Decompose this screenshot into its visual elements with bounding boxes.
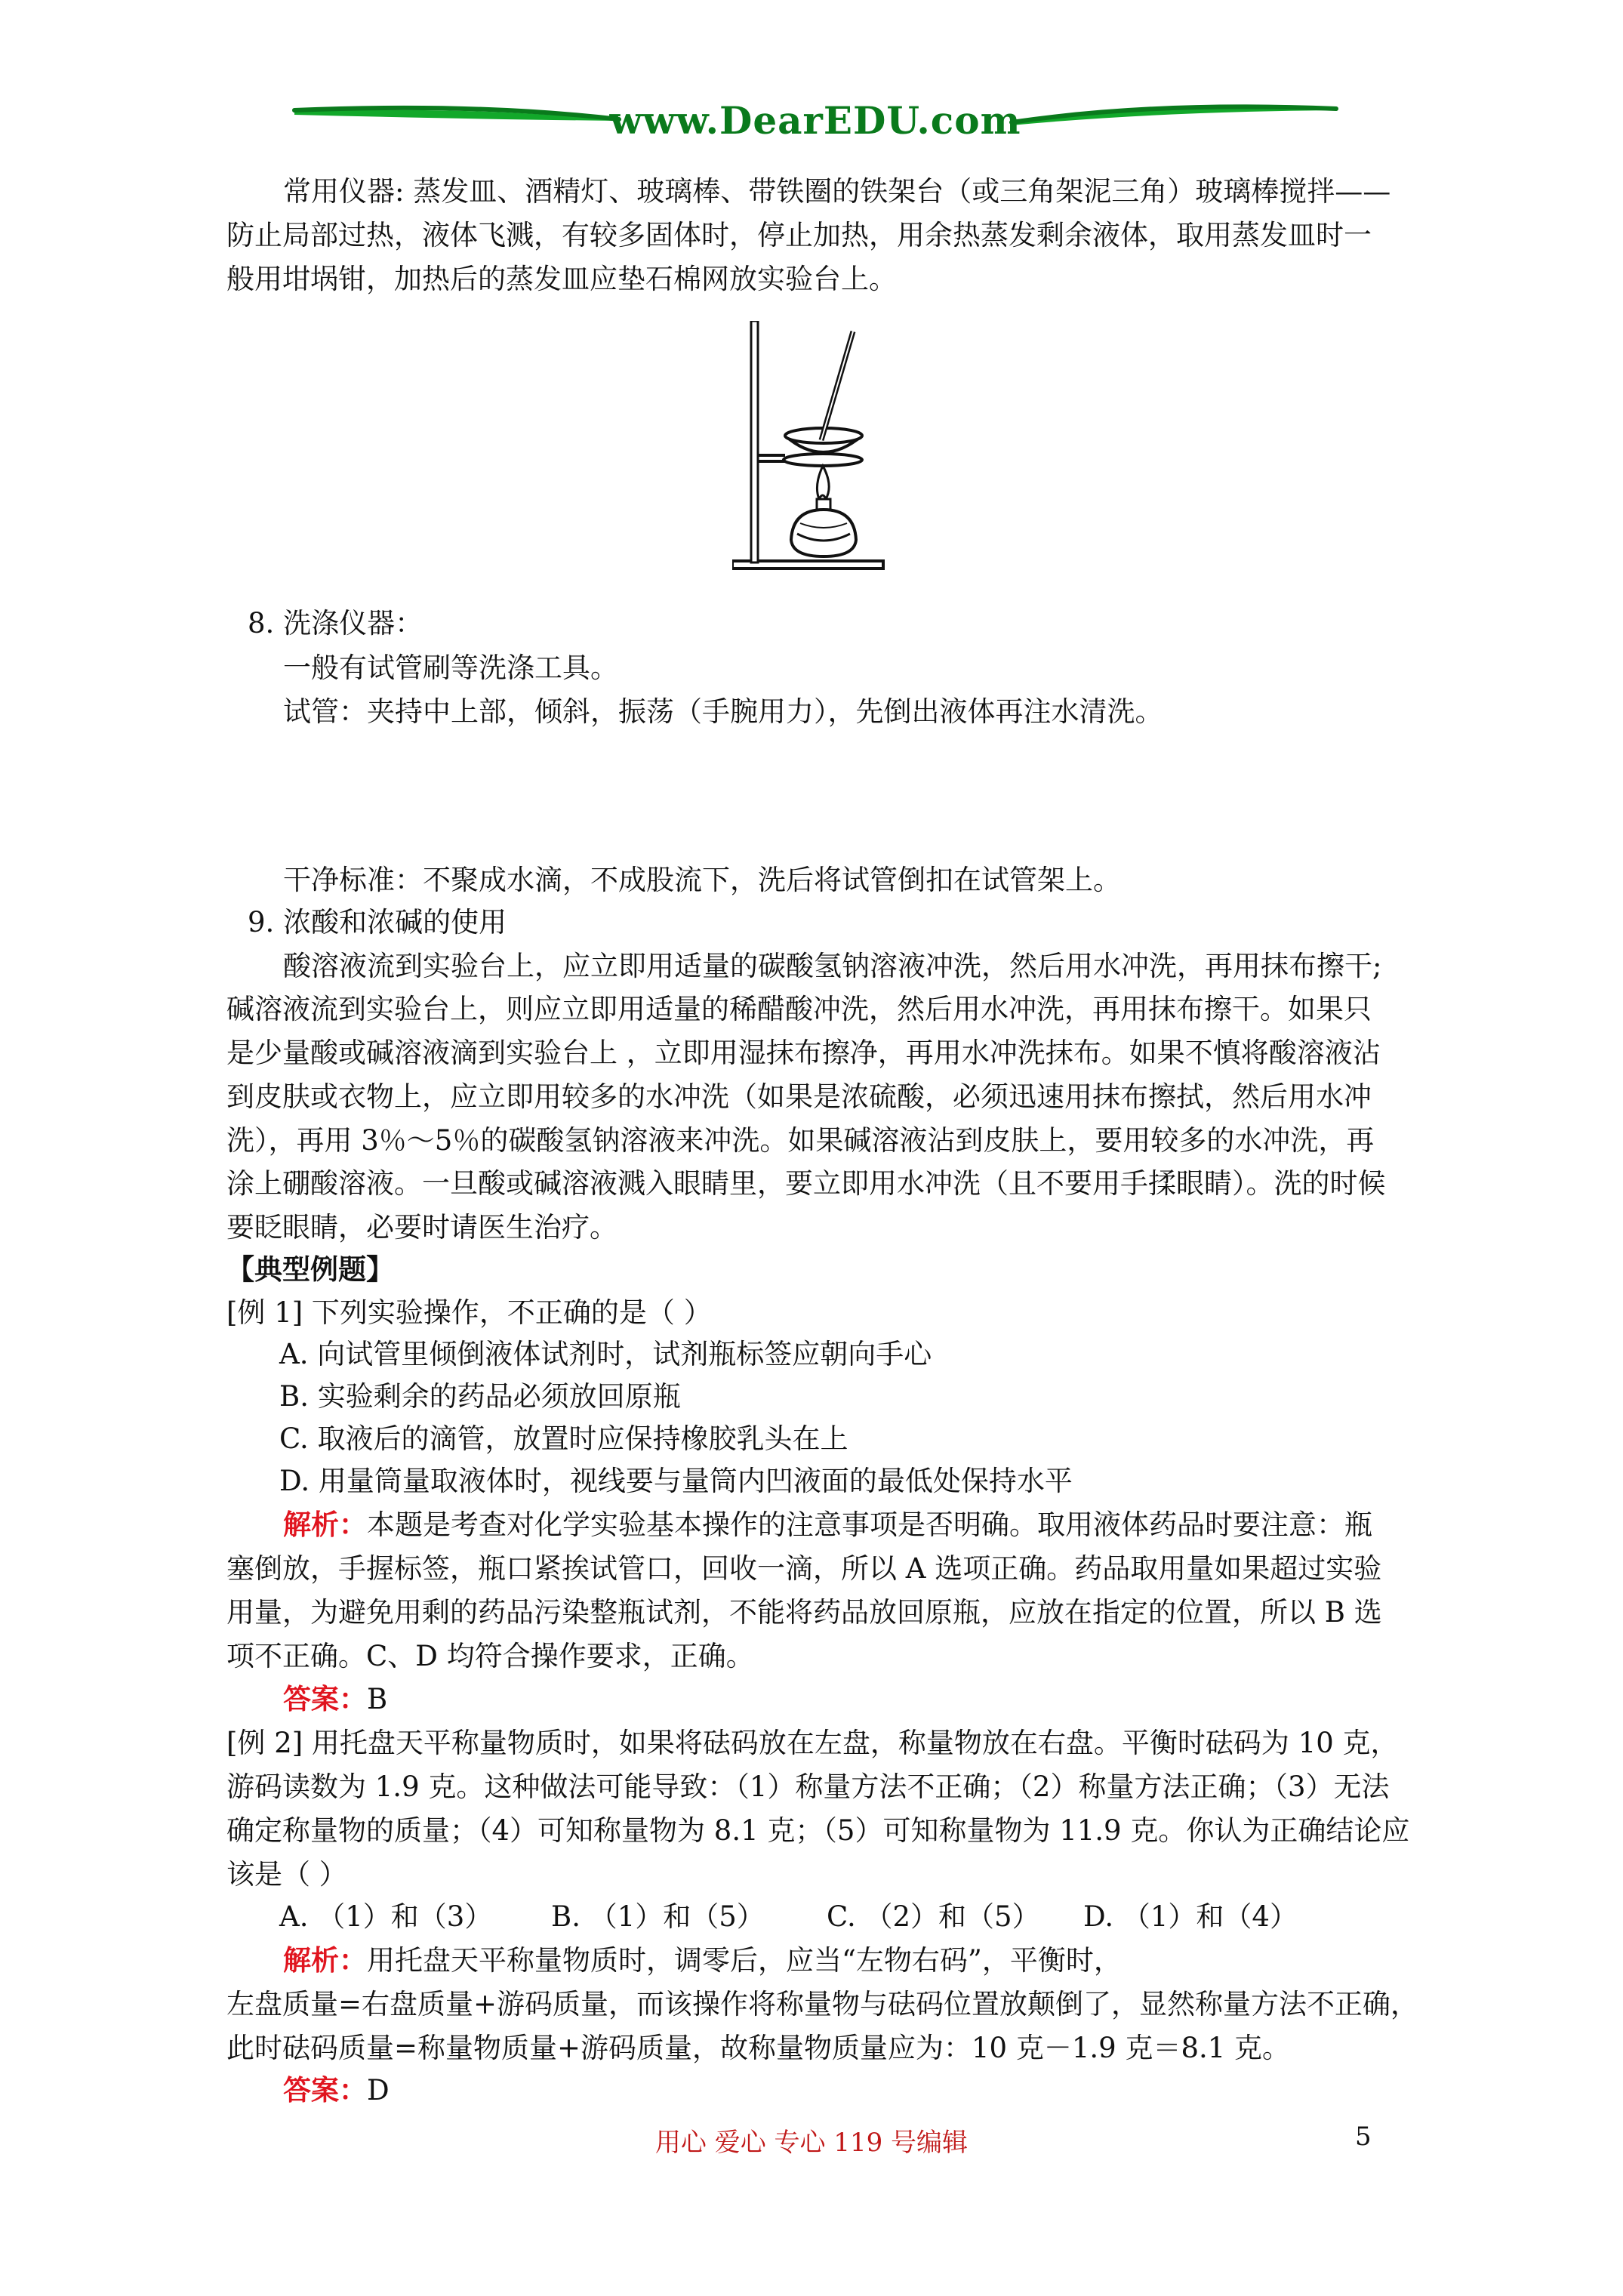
example-1-analysis-line-4: 项不正确。C、D 均符合操作要求，正确。 bbox=[226, 1640, 754, 1672]
section-9-line-4: 到皮肤或衣物上，应立即用较多的水冲洗（如果是浓硫酸，必须迅速用抹布擦拭，然后用水冲 bbox=[226, 1080, 1372, 1113]
example-2-analysis-label: 解析： bbox=[283, 1943, 367, 1977]
section-9-line-7: 要眨眼睛，必要时请医生治疗。 bbox=[226, 1211, 617, 1244]
evap-line-1: 常用仪器: 蒸发皿、酒精灯、玻璃棒、带铁圈的铁架台（或三角架泥三角）玻璃棒搅拌—— bbox=[283, 175, 1391, 208]
example-1-analysis bbox=[283, 1508, 1372, 1541]
example-2-question-line-4: 该是（ ） bbox=[226, 1858, 347, 1891]
example-1-analysis-line-3: 用量，为避免用剩的药品污染整瓶试剂，不能将药品放回原瓶，应放在指定的位置，所以 B 选 bbox=[226, 1596, 1382, 1629]
example-2-analysis-line-2: 左盘质量=右盘质量+游码质量，而该操作将称量物与砝码位置放颠倒了，显然称量方法不正确， bbox=[226, 1988, 1419, 2020]
example-2-answer-label: 答案： bbox=[283, 2073, 367, 2106]
evap-line-2: 防止局部过热，液体飞溅，有较多固体时，停止加热，用余热蒸发剩余液体，取用蒸发皿时一 bbox=[226, 219, 1372, 251]
section-8-line-1: 一般有试管刷等洗涤工具。 bbox=[283, 652, 618, 684]
example-2-question-line-3: 确定称量物的质量；（4）可知称量物为 8.1 克；（5）可知称量物为 11.9 克。你认为正确结论应 bbox=[226, 1814, 1410, 1847]
example-1-analysis-first: 本题是考查对化学实验基本操作的注意事项是否明确。取用液体药品时要注意：瓶 bbox=[367, 1509, 1372, 1541]
example-1-option-b: B. 实验剩余的药品必须放回原瓶 bbox=[279, 1380, 681, 1413]
example-1-option-c: C. 取液后的滴管，放置时应保持橡胶乳头在上 bbox=[279, 1422, 848, 1455]
section-9-line-6: 涂上硼酸溶液。一旦酸或碱溶液溅入眼睛里，要立即用水冲洗（且不要用手揉眼睛）。洗的时候 bbox=[226, 1167, 1386, 1200]
example-2-answer-value: D bbox=[367, 2074, 390, 2106]
example-2-answer bbox=[283, 2073, 390, 2106]
example-1-question: [例 1] 下列实验操作，不正确的是（ ） bbox=[226, 1296, 712, 1329]
section-9-line-5: 洗），再用 3％～5％的碳酸氢钠溶液来冲洗。如果碱溶液沾到皮肤上，要用较多的水冲洗，再 bbox=[226, 1124, 1375, 1157]
example-2-analysis bbox=[283, 1943, 1122, 1977]
examples-heading: 【典型例题】 bbox=[226, 1253, 394, 1286]
example-1-analysis-label: 解析： bbox=[283, 1508, 367, 1541]
evap-line-3: 般用坩埚钳，加热后的蒸发皿应垫石棉网放实验台上。 bbox=[226, 263, 897, 295]
section-9-line-1: 酸溶液流到实验台上，应立即用适量的碳酸氢钠溶液冲洗，然后用水冲洗，再用抹布擦干; bbox=[283, 950, 1382, 982]
example-2-analysis-first: 用托盘天平称量物质时，调零后，应当“左物右码”，平衡时， bbox=[367, 1944, 1122, 1977]
section-9-line-3: 是少量酸或碱溶液滴到实验台上 ，立即用湿抹布擦净，再用水冲洗抹布。如果不慎将酸溶液沾 bbox=[226, 1037, 1381, 1069]
header-site-title: www.DearEDU.com bbox=[609, 98, 1021, 143]
example-2-question-line-1: [例 2] 用托盘天平称量物质时，如果将砝码放在左盘，称量物放在右盘。平衡时砝码为 10 克， bbox=[226, 1727, 1399, 1759]
example-1-option-d: D. 用量筒量取液体时，视线要与量筒内凹液面的最低处保持水平 bbox=[279, 1465, 1073, 1497]
example-1-answer-value: B bbox=[367, 1683, 388, 1715]
section-9-line-2: 碱溶液流到实验台上，则应立即用适量的稀醋酸冲洗，然后用水冲洗，再用抹布擦干。如果只 bbox=[226, 993, 1372, 1025]
example-1-analysis-line-2: 塞倒放，手握标签，瓶口紧挨试管口，回收一滴，所以 A 选项正确。药品取用量如果超过实验 bbox=[226, 1552, 1382, 1585]
section-8-title: 8. 洗涤仪器： bbox=[248, 607, 423, 639]
evaporation-apparatus-figure bbox=[732, 321, 906, 578]
header-banner bbox=[287, 89, 1344, 157]
section-8-line-2: 试管：夹持中上部，倾斜，振荡（手腕用力），先倒出液体再注水清洗。 bbox=[283, 695, 1163, 728]
evaporation-apparatus-icon bbox=[732, 321, 906, 578]
example-2-option-d: D. （1）和（4） bbox=[1083, 1900, 1298, 1933]
example-1-answer bbox=[283, 1682, 388, 1715]
page-footer: 用心 爱心 专心 119 号编辑 bbox=[654, 2128, 969, 2158]
example-2-question-line-2: 游码读数为 1.9 克。这种做法可能导致：（1）称量方法不正确；（2）称量方法正确；（3）无法 bbox=[226, 1771, 1390, 1803]
example-2-analysis-line-3: 此时砝码质量=称量物质量+游码质量，故称量物质量应为：10 克－1.9 克＝8.1 克。 bbox=[226, 2032, 1291, 2064]
page-number: 5 bbox=[1355, 2122, 1372, 2152]
section-8-line-3: 干净标准：不聚成水滴，不成股流下，洗后将试管倒扣在试管架上。 bbox=[283, 864, 1121, 896]
example-2-option-a: A. （1）和（3） bbox=[279, 1900, 493, 1933]
example-2-option-b: B. （1）和（5） bbox=[551, 1900, 765, 1933]
example-2-option-c: C. （2）和（5） bbox=[827, 1900, 1040, 1933]
example-1-option-a: A. 向试管里倾倒液体试剂时，试剂瓶标签应朝向手心 bbox=[279, 1338, 932, 1370]
section-9-title: 9. 浓酸和浓碱的使用 bbox=[248, 906, 507, 938]
example-1-answer-label: 答案： bbox=[283, 1682, 367, 1715]
